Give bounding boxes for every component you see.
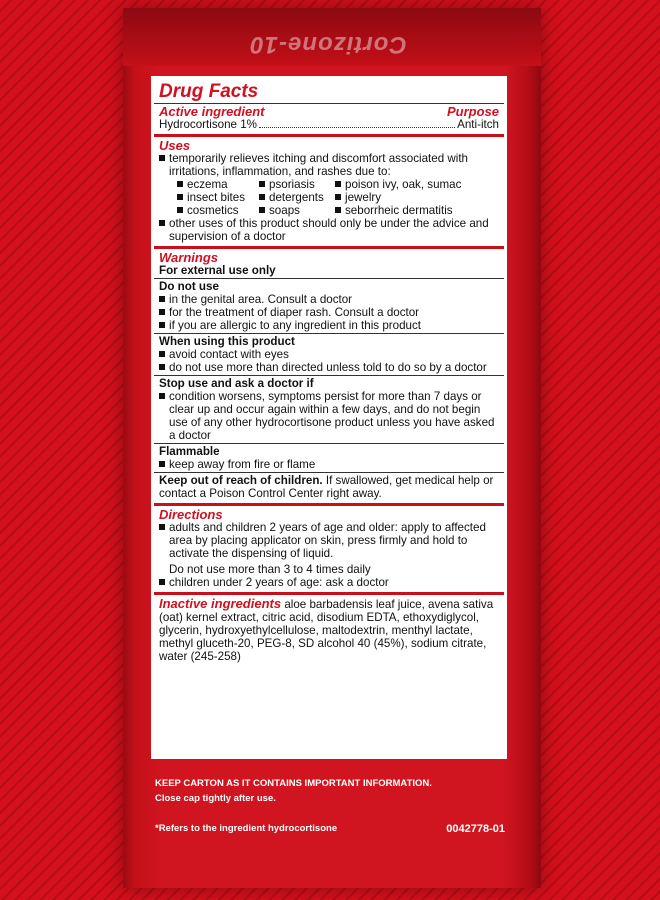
- condition-item: psoriasis: [259, 178, 335, 191]
- purpose-value: Anti-itch: [457, 118, 499, 131]
- purpose-label: Purpose: [446, 104, 499, 119]
- carton-footer: [155, 823, 505, 835]
- condition-item: jewelry: [335, 191, 495, 204]
- list-item: avoid contact with eyes: [159, 348, 499, 361]
- keep-carton-notice: KEEP CARTON AS IT CONTAINS IMPORTANT INFORMATION.: [155, 778, 432, 789]
- active-ingredient-label: Active ingredient: [159, 104, 265, 119]
- inactive-ingredients-section: [154, 595, 504, 666]
- list-item: condition worsens, symptoms persist for more than 7 days or clear up and occur again within a few days, and do not begin use of any other hydrocortisone product unless you have asked a doctor: [159, 390, 499, 442]
- flammable-heading: Flammable: [159, 445, 220, 458]
- list-item: for the treatment of diaper rash. Consult a doctor: [159, 306, 499, 319]
- active-ingredient: Hydrocortisone 1%: [159, 118, 257, 131]
- drug-facts-header: [154, 79, 504, 137]
- carton-top-flap: [123, 8, 541, 66]
- list-item: do not use more than directed unless told to do so by a doctor: [159, 361, 499, 374]
- when-using-heading: When using this product: [159, 335, 295, 348]
- list-item: children under 2 years of age: ask a doctor: [159, 576, 499, 589]
- bullet-icon: [159, 220, 165, 226]
- inactive-text: aloe barbadensis leaf juice, avena sativa (oat) kernel extract, citric acid, disodium EDTA, ethoxydiglycol, glycerin, hydroxyethylcellulose, maltodextrin, menthyl lactate, methyl gluceth-20, PEG-8, SD alcohol 40 (45%), sodium citrate, water (245-258): [159, 598, 494, 663]
- list-item: if you are allergic to any ingredient in this product: [159, 319, 499, 332]
- divider: [154, 472, 504, 473]
- warnings-section: [154, 249, 504, 506]
- product-carton: [123, 8, 541, 888]
- warnings-heading: Warnings: [159, 250, 218, 265]
- close-cap-notice: Close cap tightly after use.: [155, 793, 276, 804]
- divider: [154, 443, 504, 444]
- footnote: *Refers to the ingredient hydrocortisone: [155, 823, 338, 834]
- condition-item: soaps: [259, 204, 335, 217]
- directions-section: [154, 506, 504, 595]
- divider: [154, 375, 504, 376]
- uses-intro: temporarily relieves itching and discomfort associated with irritations, inflammation, and rashes due to:: [159, 152, 499, 178]
- external-use-label: For external use only: [159, 264, 276, 277]
- uses-section: [154, 137, 504, 249]
- uses-heading: Uses: [159, 138, 191, 153]
- directions-heading: Directions: [159, 507, 223, 522]
- list-item: adults and children 2 years of age and older: apply to affected area by placing applicator on skin, press firmly and hold to activate the dispensing of liquid.: [159, 521, 499, 560]
- condition-item: cosmetics: [177, 204, 259, 217]
- inactive-heading: Inactive ingredients: [159, 596, 282, 611]
- divider: [154, 333, 504, 334]
- drug-facts-title: Drug Facts: [159, 81, 259, 102]
- mirrored-brand-logo: Cortizone-10: [249, 31, 407, 58]
- keep-out-of-reach: Keep out of reach of children. If swallowed, get medical help or contact a Poison Control Center right away.: [159, 474, 494, 500]
- list-item: keep away from fire or flame: [159, 458, 499, 471]
- condition-item: insect bites: [177, 191, 259, 204]
- uses-conditions-grid: [159, 178, 499, 217]
- uses-other: other uses of this product should only be under the advice and supervision of a doctor: [159, 217, 499, 243]
- condition-item: detergents: [259, 191, 335, 204]
- dot-leader: [259, 127, 455, 128]
- product-code: 0042778-01: [446, 823, 505, 835]
- divider: [154, 278, 504, 279]
- list-item: in the genital area. Consult a doctor: [159, 293, 499, 306]
- condition-item: eczema: [177, 178, 259, 191]
- directions-note: Do not use more than 3 to 4 times daily: [169, 563, 371, 576]
- carton-notice: [155, 776, 432, 806]
- drug-facts-panel: [151, 76, 507, 759]
- condition-item: poison ivy, oak, sumac: [335, 178, 495, 191]
- stop-use-heading: Stop use and ask a doctor if: [159, 377, 314, 390]
- do-not-use-heading: Do not use: [159, 280, 219, 293]
- bullet-icon: [159, 155, 165, 161]
- condition-item: seborrheic dermatitis: [335, 204, 495, 217]
